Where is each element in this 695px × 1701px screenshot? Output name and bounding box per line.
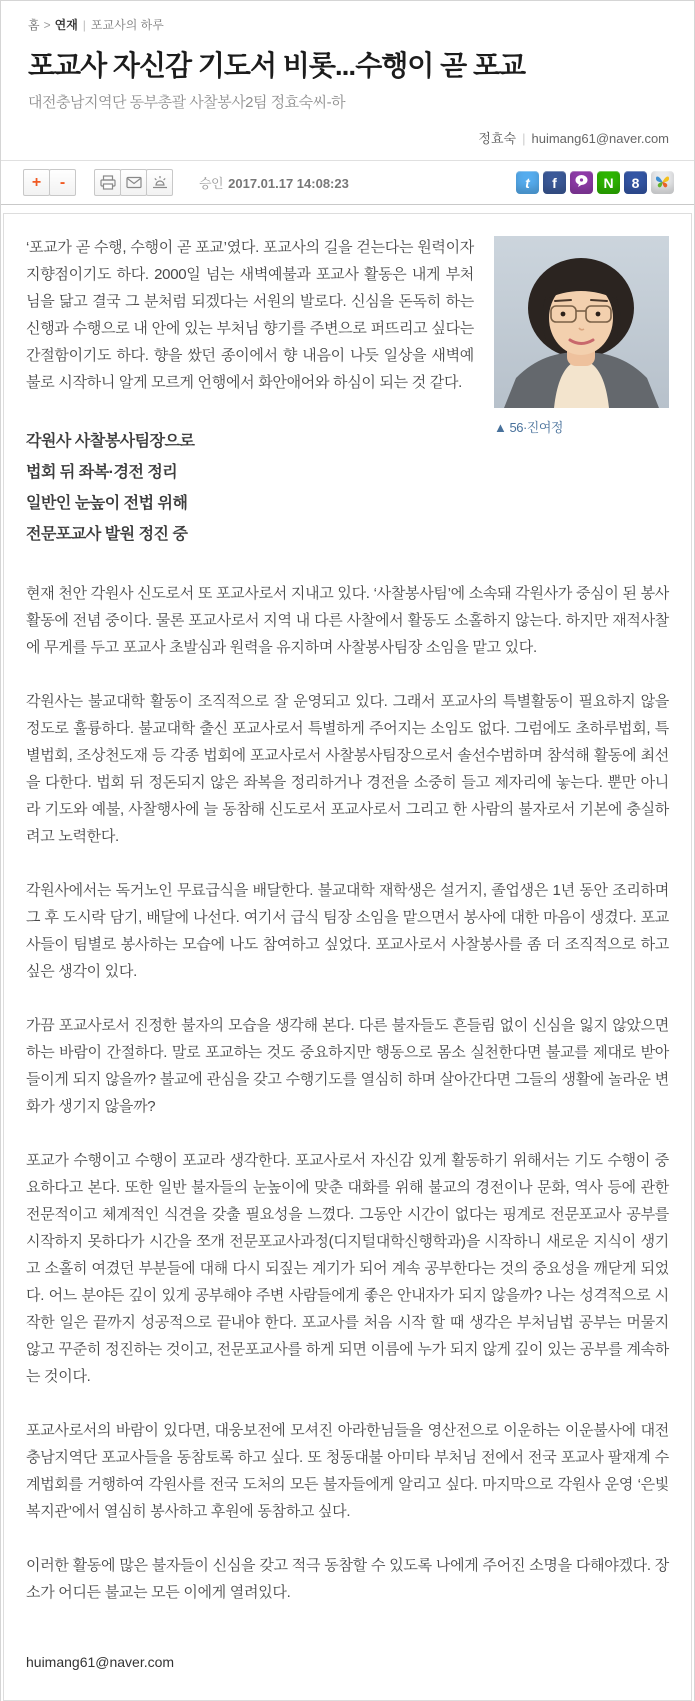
print-icon [100,175,116,190]
photo-caption: ▲ 56·진여정 [494,420,563,436]
kakaostory-share-button[interactable] [570,171,593,194]
approved-datetime: 2017.01.17 14:08:23 [228,176,349,192]
footer-email: huimang61@naver.com [26,1654,175,1671]
report-icon [152,175,168,190]
report-button[interactable] [146,169,173,196]
highlight-line: 전문포교사 발원 정진 중 [26,526,188,544]
facebook-icon: f [552,174,557,191]
article-paragraph-1: ‘포교가 곧 수행, 수행이 곧 포교’였다. 포교사의 길을 걷는다는 원력이자 지향점이기도 하다. 2000일 넘는 새벽예불과 포교사 활동은 내게 부처님을 닮고 결국 그 분처럼 되겠다는 서원의 발로다. 신심을 돈독히 하는 신행과 수행으로 내 안에 있는 부처님 향기를 주변으로 퍼뜨리고 싶다는 간절함이기도 하다. 향을 쌌던 종이에서 향 내음이 나듯 일상을 새벽예불로 시작하니 알게 모르게 언행에서 화안애어와 하심이 되는 것 같다. [26,239,474,392]
naver-share-button[interactable] [597,171,620,194]
article-paragraph-2: 현재 천안 각원사 신도로서 또 포교사로서 지내고 있다. ‘사찰봉사팀’에 소속돼 각원사가 중심이 된 봉사활동에 전념 중이다. 물론 포교사로서 지역 내 다른 사찰에서 활동도 소홀하지 않는다. 하지만 재적사찰에 무게를 두고 포교사 초발심과 원력을 유지하며 사찰봉사팀장 소임을 맡고 있다. [26,585,669,657]
breadcrumb-separator: > [43,18,51,32]
article-header [1,1,694,160]
article-paragraph-8: 이러한 활동에 많은 불자들이 신심을 갖고 적극 동참할 수 있도록 나에게 주어진 소명을 다해야겠다. 장소가 어디든 불교는 모든 이에게 열려있다. [26,1557,669,1602]
portrait-photo [494,236,669,408]
breadcrumb-category[interactable]: 포교사의 하루 [90,18,164,32]
byline-separator: | [522,131,526,147]
font-increase-button[interactable]: + [23,169,50,196]
author-name: 정효숙 [478,131,517,147]
naver-icon: N [603,174,614,191]
email-icon [126,176,142,189]
page-title: 포교사 자신감 기도서 비롯...수행이 곧 포교 [28,50,526,81]
article-highlight-block [26,426,669,550]
portrait-photo-image [494,236,669,408]
breadcrumb [28,16,669,33]
breadcrumb-home[interactable]: 홈 [28,18,40,32]
social-share-bar [516,171,674,194]
article-paragraph-6: 포교가 수행이고 수행이 포교라 생각한다. 포교사로서 자신감 있게 활동하기 위해서는 기도 수행이 중요하다고 본다. 또한 일반 불자들의 눈높이에 맞춘 대화를 위해 불교의 경전이나 문화, 역사 등에 관한 전문적이고 체계적인 식견을 갖출 필요성을 느꼈다. 그동안 시간이 없다는 핑계로 전문포교사 공부를 시작하지 못하다가 시간을 쪼개 전문포교사과정(디지털대학신행학과)을 시작하니 새로운 지식이 생기고 소홀히 여겼던 부분들에 대해 다시 되짚는 계기가 되어 계속 공부한다는 것의 중요성을 깨닫게 되었다. 어느 분야든 깊이 있게 공부해야 주변 사람들에게 좋은 안내자가 되지 않을까? 나는 성격적으로 시작한 일은 끝까지 성공적으로 끝내야 한다. 포교사를 처음 시작 할 때 생각은 부처님법 공부는 머물지 않고 꾸준히 정진하는 것이고, 전문포교사를 하게 되면 이름에 누가 되지 않게 깊이 있는 공부를 계속하는 것이다. [26,1152,669,1386]
highlight-line: 각원사 사찰봉사팀장으로 [26,433,195,451]
twitter-icon: t [525,174,530,191]
highlight-line: 일반인 눈높이 전법 위해 [26,495,188,513]
breadcrumb-section[interactable]: 연재 [54,18,78,32]
byline [28,112,669,160]
article-toolbar [1,160,694,205]
approved-label: 승인 [199,176,224,192]
google-icon: 8 [631,174,640,191]
page-subtitle: 대전충남지역단 동부총괄 사찰봉사2팀 정효숙씨-하 [28,94,346,112]
breadcrumb-divider: | [82,18,86,32]
print-button[interactable] [94,169,121,196]
google-share-button[interactable] [624,171,647,194]
msn-share-button[interactable] [651,171,674,194]
email-button[interactable] [120,169,147,196]
toolbar-icon-group [94,169,173,196]
kakaostory-icon [574,174,589,191]
font-decrease-button[interactable]: - [49,169,76,196]
article-paragraph-3: 각원사는 불교대학 활동이 조직적으로 잘 운영되고 있다. 그래서 포교사의 특별활동이 필요하지 않을 정도로 훌륭하다. 불교대학 출신 포교사로서 특별하게 주어지는 소임도 없다. 그럼에도 초하루법회, 특별법회, 조상천도재 등 각종 법회에 포교사로서 사찰봉사팀장으로서 솔선수범하며 참석해 활동에 최선을 다한다. 법회 뒤 정돈되지 않은 좌복을 정리하거나 경전을 소중히 들고 제자리에 놓는다. 뿐만 아니라 기도와 예불, 사찰행사에 늘 동참해 신도로서 포교사로서 그리고 한 사람의 불자로서 기본에 충실하려고 노력한다. [26,693,669,846]
twitter-share-button[interactable] [516,171,539,194]
facebook-share-button[interactable] [543,171,566,194]
article-paragraph-5: 가끔 포교사로서 진정한 불자의 모습을 생각해 본다. 다른 불자들도 흔들림 없이 신심을 잃지 않았으면 하는 바람이 간절하다. 말로 포교하는 것도 중요하지만 행동으로 몸소 실천한다면 불교를 제대로 받아들이게 되지 않을까? 불교에 관심을 갖고 수행기도를 열심히 하며 살아간다면 그들의 생활에 놀라운 변화가 생기지 않을까? [26,1017,669,1116]
article-paragraph-7: 포교사로서의 바람이 있다면, 대웅보전에 모셔진 아라한님들을 영산전으로 이운하는 이운불사에 대전충남지역단 포교사들을 동참토록 하고 싶다. 또 청동대불 아미타 부처님 전에서 전국 포교사 팔재계 수계법회를 거행하여 각원사를 전국 도처의 모든 불자들에게 알리고 싶다. 마지막으로 각원사 운영 ‘은빛복지관’에서 열심히 봉사하고 후원에 동참하고 싶다. [26,1422,669,1521]
author-email-link[interactable]: huimang61@naver.com [531,131,669,147]
article-paragraph-4: 각원사에서는 독거노인 무료급식을 배달한다. 불교대학 재학생은 설거지, 졸업생은 1년 동안 조리하며 그 후 도시락 담기, 배달에 나선다. 여기서 급식 팀장 소임을 맡으면서 봉사에 대한 마음이 생겼다. 포교사들이 팀별로 봉사하는 모습에 나도 참여하고 싶었다. 포교사로서 사찰봉사를 좀 더 조직적으로 하고 싶은 생각이 있다. [26,882,669,981]
approval-info [199,173,349,192]
highlight-line: 법회 뒤 좌복·경전 정리 [26,464,178,482]
article-body [3,213,692,1701]
article-photo-figure [494,236,669,436]
msn-butterfly-icon [654,174,671,192]
